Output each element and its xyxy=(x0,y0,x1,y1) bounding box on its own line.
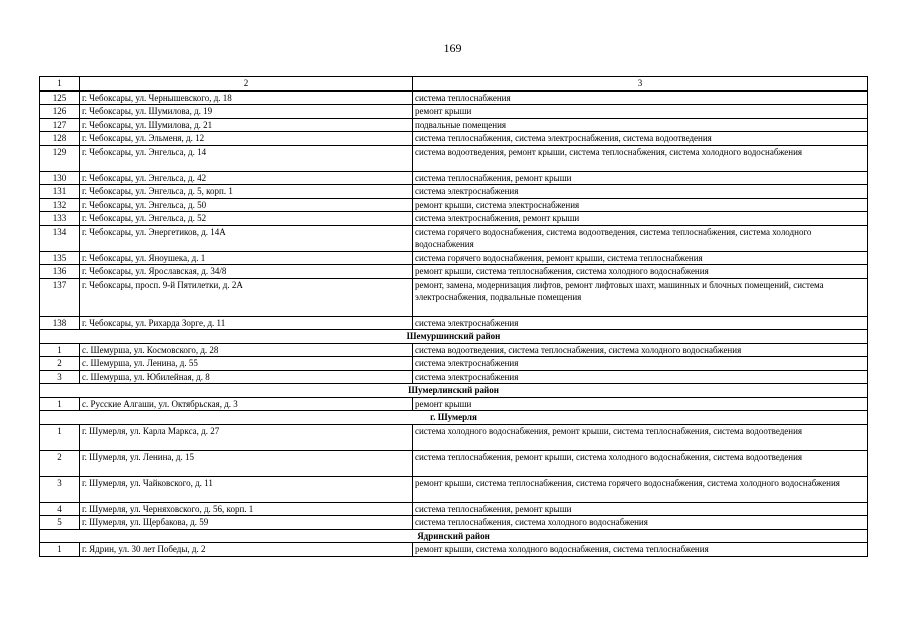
header-col-2: 2 xyxy=(80,77,413,91)
row-works: система электроснабжения, ремонт крыши xyxy=(413,212,868,226)
table-row xyxy=(40,502,868,516)
table-header xyxy=(40,77,868,91)
row-number: 133 xyxy=(40,212,80,226)
row-works: система теплоснабжения xyxy=(413,91,868,105)
row-address: г. Чебоксары, ул. Яноушека, д. 1 xyxy=(80,251,413,265)
row-address: с. Шемурша, ул. Ленина, д. 55 xyxy=(80,357,413,371)
row-number: 1 xyxy=(40,397,80,411)
row-works: система теплоснабжения, ремонт крыши, система холодного водоснабжения, система водоотведения xyxy=(413,450,868,476)
row-number: 131 xyxy=(40,185,80,199)
region-heading-row xyxy=(40,529,868,543)
row-address: г. Чебоксары, ул. Энгельса, д. 50 xyxy=(80,198,413,212)
table-row xyxy=(40,132,868,146)
row-address: г. Шумерля, ул. Щербакова, д. 59 xyxy=(80,516,413,530)
region-heading-row xyxy=(40,330,868,344)
row-address: с. Шемурша, ул. Юбилейная, д. 8 xyxy=(80,370,413,384)
row-number: 5 xyxy=(40,516,80,530)
row-address: г. Чебоксары, ул. Энгельса, д. 5, корп. 1 xyxy=(80,185,413,199)
row-works: ремонт крыши xyxy=(413,105,868,119)
row-number: 130 xyxy=(40,171,80,185)
row-number: 136 xyxy=(40,265,80,279)
row-address: г. Шумерля, ул. Чайковского, д. 11 xyxy=(80,476,413,502)
row-works: система теплоснабжения, система электроснабжения, система водоотведения xyxy=(413,132,868,146)
row-works: ремонт крыши, система теплоснабжения, система холодного водоснабжения xyxy=(413,265,868,279)
table-row xyxy=(40,278,868,316)
table-row xyxy=(40,105,868,119)
row-works: система теплоснабжения, ремонт крыши xyxy=(413,502,868,516)
region-title: Ядринский район xyxy=(40,529,868,543)
row-number: 132 xyxy=(40,198,80,212)
row-address: с. Шемурша, ул. Космовского, д. 28 xyxy=(80,343,413,357)
row-works: система горячего водоснабжения, система водоотведения, система теплоснабжения, система холодного водоснабжения xyxy=(413,225,868,251)
row-works: система теплоснабжения, система холодного водоснабжения xyxy=(413,516,868,530)
table-row xyxy=(40,212,868,226)
table-row xyxy=(40,424,868,450)
row-number: 128 xyxy=(40,132,80,146)
table-row xyxy=(40,543,868,557)
row-number: 137 xyxy=(40,278,80,316)
row-number: 1 xyxy=(40,424,80,450)
table-row xyxy=(40,343,868,357)
row-works: ремонт крыши, система холодного водоснабжения, система теплоснабжения xyxy=(413,543,868,557)
table-row xyxy=(40,357,868,371)
row-works: ремонт крыши, система электроснабжения xyxy=(413,198,868,212)
table-body xyxy=(40,91,868,557)
row-address: г. Чебоксары, ул. Энгельса, д. 14 xyxy=(80,145,413,171)
row-number: 127 xyxy=(40,118,80,132)
row-address: г. Чебоксары, ул. Рихарда Зорге, д. 11 xyxy=(80,316,413,330)
row-works: система водоотведения, система теплоснабжения, система холодного водоснабжения xyxy=(413,343,868,357)
header-row xyxy=(40,77,868,91)
row-address: г. Шумерля, ул. Карла Маркса, д. 27 xyxy=(80,424,413,450)
row-works: ремонт крыши, система теплоснабжения, система горячего водоснабжения, система холодного водоснабжения xyxy=(413,476,868,502)
row-address: г. Чебоксары, ул. Шумилова, д. 19 xyxy=(80,105,413,119)
row-number: 3 xyxy=(40,476,80,502)
table-row xyxy=(40,516,868,530)
table-row xyxy=(40,145,868,171)
table-row xyxy=(40,185,868,199)
region-title: Шемуршинский район xyxy=(40,330,868,344)
row-works: система горячего водоснабжения, ремонт крыши, система теплоснабжения xyxy=(413,251,868,265)
row-number: 134 xyxy=(40,225,80,251)
region-heading-row xyxy=(40,384,868,398)
row-address: г. Шумерля, ул. Черняховского, д. 56, корп. 1 xyxy=(80,502,413,516)
row-address: г. Чебоксары, ул. Энгельса, д. 42 xyxy=(80,171,413,185)
header-col-3: 3 xyxy=(413,77,868,91)
table-row xyxy=(40,397,868,411)
row-address: г. Шумерля, ул. Ленина, д. 15 xyxy=(80,450,413,476)
header-col-1: 1 xyxy=(40,77,80,91)
table-row xyxy=(40,91,868,105)
row-works: система холодного водоснабжения, ремонт крыши, система теплоснабжения, система водоотведения xyxy=(413,424,868,450)
table-row xyxy=(40,225,868,251)
row-number: 125 xyxy=(40,91,80,105)
row-number: 126 xyxy=(40,105,80,119)
region-heading-row xyxy=(40,411,868,425)
region-title: Шумерлинский район xyxy=(40,384,868,398)
row-works: система водоотведения, ремонт крыши, система теплоснабжения, система холодного водоснабжения xyxy=(413,145,868,171)
row-works: система теплоснабжения, ремонт крыши xyxy=(413,171,868,185)
row-number: 2 xyxy=(40,357,80,371)
table-row xyxy=(40,476,868,502)
row-works: система электроснабжения xyxy=(413,185,868,199)
row-works: ремонт, замена, модернизация лифтов, ремонт лифтовых шахт, машинных и блочных помещений, система электроснабжения, подвальные помещения xyxy=(413,278,868,316)
row-address: г. Чебоксары, ул. Эльменя, д. 12 xyxy=(80,132,413,146)
row-address: г. Чебоксары, ул. Энгельса, д. 52 xyxy=(80,212,413,226)
row-address: г. Чебоксары, просп. 9-й Пятилетки, д. 2А xyxy=(80,278,413,316)
table-row xyxy=(40,450,868,476)
table-row xyxy=(40,198,868,212)
row-works: подвальные помещения xyxy=(413,118,868,132)
table-row xyxy=(40,118,868,132)
row-number: 135 xyxy=(40,251,80,265)
row-number: 138 xyxy=(40,316,80,330)
page-number: 169 xyxy=(443,41,462,55)
row-works: система электроснабжения xyxy=(413,357,868,371)
row-number: 3 xyxy=(40,370,80,384)
row-number: 2 xyxy=(40,450,80,476)
row-address: г. Ядрин, ул. 30 лет Победы, д. 2 xyxy=(80,543,413,557)
row-works: ремонт крыши xyxy=(413,397,868,411)
row-address: г. Чебоксары, ул. Чернышевского, д. 18 xyxy=(80,91,413,105)
row-number: 129 xyxy=(40,145,80,171)
row-works: система электроснабжения xyxy=(413,370,868,384)
table-row xyxy=(40,171,868,185)
row-works: система электроснабжения xyxy=(413,316,868,330)
row-address: с. Русские Алгаши, ул. Октябрьская, д. 3 xyxy=(80,397,413,411)
region-title: г. Шумерля xyxy=(40,411,868,425)
row-number: 4 xyxy=(40,502,80,516)
row-address: г. Чебоксары, ул. Шумилова, д. 21 xyxy=(80,118,413,132)
row-address: г. Чебоксары, ул. Ярославская, д. 34/8 xyxy=(80,265,413,279)
table-row xyxy=(40,370,868,384)
row-address: г. Чебоксары, ул. Энергетиков, д. 14А xyxy=(80,225,413,251)
row-number: 1 xyxy=(40,543,80,557)
row-number: 1 xyxy=(40,343,80,357)
table-row xyxy=(40,251,868,265)
table-row xyxy=(40,265,868,279)
table-row xyxy=(40,316,868,330)
houses-table xyxy=(39,76,868,557)
